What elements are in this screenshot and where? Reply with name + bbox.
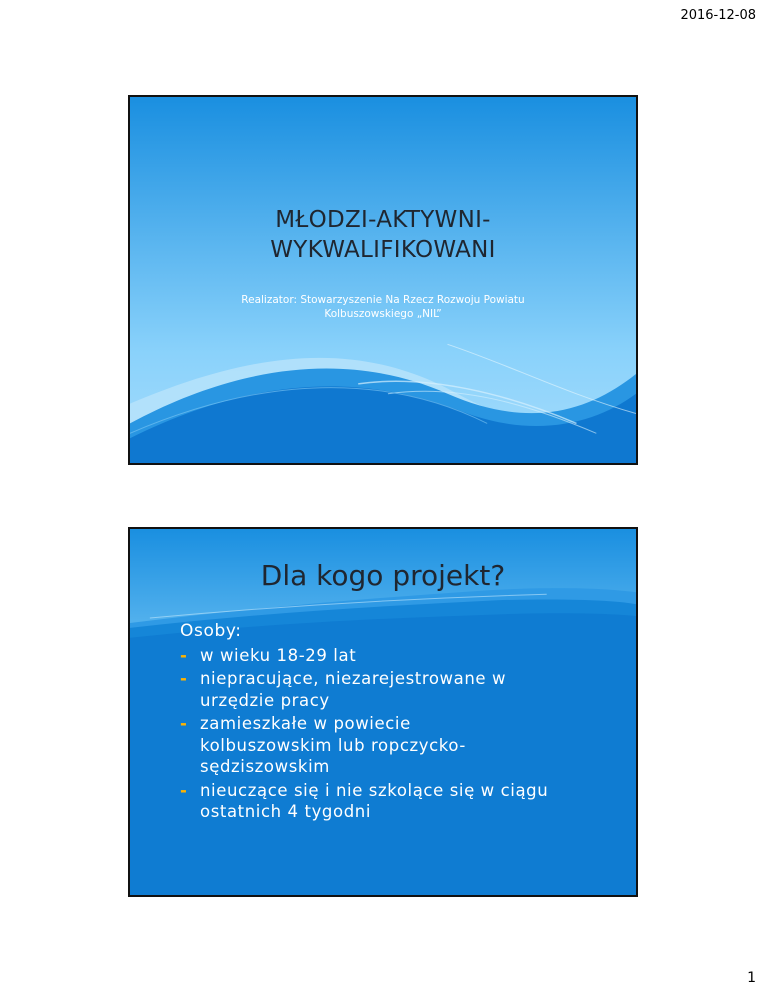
page-date: 2016-12-08: [680, 8, 756, 23]
list-item-line: niepracujące, niezarejestrowane w: [200, 669, 507, 688]
bullet-marker: -: [180, 669, 188, 688]
bullet-marker: -: [180, 714, 188, 733]
slide-2: [128, 527, 638, 897]
page-number: 1: [747, 970, 756, 986]
slide-2-intro: Osoby:: [180, 621, 242, 641]
list-item-line: kolbuszowskim lub ropczycko-: [200, 735, 466, 755]
list-item: [180, 713, 616, 778]
list-item: [180, 668, 616, 711]
slide-1-subtitle-line: Realizator: Stowarzyszenie Na Rzecz Rozwoju Powiatu: [241, 294, 525, 306]
slide-1-title-line: WYKWALIFIKOWANI: [270, 237, 496, 263]
bullet-marker: -: [180, 780, 188, 800]
bullet-list: [180, 645, 616, 823]
slide-1-subtitle: [170, 293, 596, 321]
list-item-line: sędziszowskim: [200, 757, 330, 776]
slide-1-subtitle-line: Kolbuszowskiego „NIL”: [324, 308, 442, 320]
slide-1-background: [130, 97, 636, 463]
slide-1-title: [130, 205, 636, 265]
list-item-line: zamieszkałe w powiecie: [200, 714, 411, 733]
list-item: [180, 645, 616, 667]
slide-1-title-line: MŁODZI-AKTYWNI-: [275, 207, 491, 233]
list-item: [180, 780, 616, 823]
bullet-marker: -: [180, 645, 188, 665]
list-item-line: ostatnich 4 tygodni: [200, 802, 372, 821]
list-item-line: w wieku 18-29 lat: [200, 645, 357, 665]
list-item-line: urzędzie pracy: [200, 690, 330, 710]
slide-2-body: [180, 621, 616, 825]
list-item-line: nieuczące się i nie szkolące się w ciągu: [200, 780, 549, 800]
slide-1: [128, 95, 638, 465]
slide-2-title: Dla kogo projekt?: [260, 559, 506, 592]
